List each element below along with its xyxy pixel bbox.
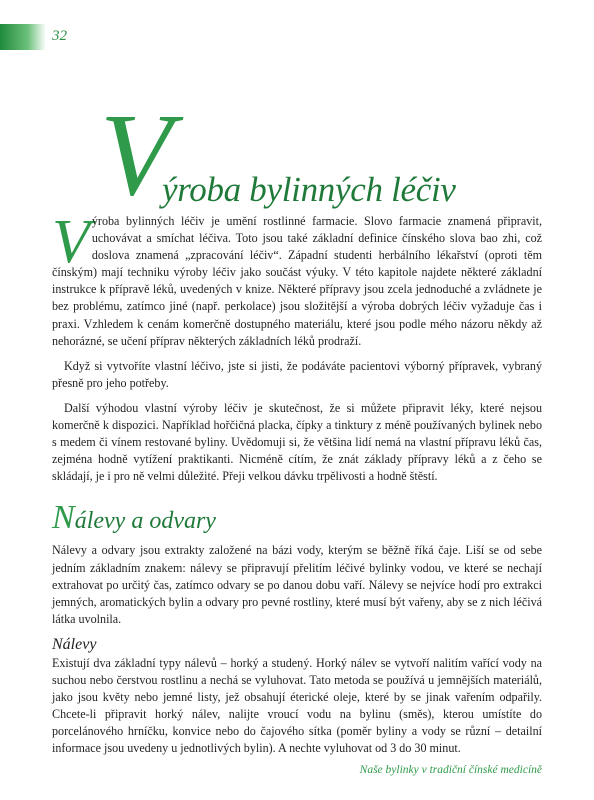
intro-paragraph-1 xyxy=(52,208,542,350)
subsection-heading: Nálevy xyxy=(52,635,97,653)
running-footer: Naše bylinky v tradiční čínské medicíně xyxy=(359,764,542,776)
chapter-title xyxy=(100,89,540,220)
page-content xyxy=(52,208,542,766)
chapter-title-initial: V xyxy=(100,89,173,220)
section-heading-text: álevy a odvary xyxy=(74,508,216,535)
intro-paragraph-2: Když si vytvoříte vlastní léčivo, jste si jisti, že podáváte pacientovi výborný přípravek, vybraný přesně pro jeho potřeby. xyxy=(52,358,542,390)
drop-cap: V xyxy=(52,208,90,276)
subsection-paragraph-1: Existují dva základní typy nálevů – horký a studený. Horký nálev se vytvoří nalitím vařící vody na suchou nebo čerstvou rostlinu a nechá se vyluhovat. Tato metoda se používá u jemnějších materiálů, jako jsou květy nebo jemné listy, jež obsahují éterické oleje, které by se jinak vařením odpařily. Chcete-li připravit horký nálev, nalijte vroucí vodu na bylinu (směs), kterou umístíte do porcelánového hrníčku, konvice nebo do čajového sítka (poměr byliny a vody se různí – detailní informace jsou uvedeny u jednotlivých bylin). A nechte vyluhovat od 3 do 30 minut. xyxy=(52,655,542,756)
section-heading xyxy=(52,501,542,538)
intro-paragraph-3: Další výhodou vlastní výroby léčiv je skutečnost, že si můžete připravit léky, které nejsou komerčně k dispozici. Například hořčičná placka, čípky a tinktury z méně používaných bylinek nebo s medem či vínem restované byliny. Uvědomuji si, že většina lidí nemá na vlastní přípravu léků čas, zejména hodně vytížení praktikanti. Nicméně cítím, že znát základy přípravy léků a z čeho se skládají, je i pro ně velmi důležité. Přeji velkou dávku trpělivosti a hodně štěstí. xyxy=(52,400,542,484)
page-corner-bar xyxy=(0,24,46,50)
intro-paragraph-1-text: ýroba bylinných léčiv je umění rostlinné farmacie. Slovo farmacie znamená připravit, uchovávat a smíchat léčiva. Toto jsou také základní definice čínského slova bao zhi, což doslova znamená „zpracování léčiv“. Západní studenti herbálního lékařství (oproti těm čínským) mají techniku výroby léčiv jako součást výuky. V této kapitole najdete některé základní instrukce k přípravě léků, uvedených v knize. Některé přípravy jsou zcela jednoduché a zvládnete je bez problému, zatímco jiné (např. perkolace) jsou složitější a výroba dobrých léčiv vyžaduje čas i praxi. Vzhledem k cenám komerčně dostupného materiálu, které jsou podle mého názoru někdy až nehorázné, se učení příprav některých základních léků prodraží. xyxy=(52,214,542,348)
chapter-title-text: ýroba bylinných léčiv xyxy=(162,170,456,209)
section-paragraph-1: Nálevy a odvary jsou extrakty založené na bázi vody, kterým se běžně říká čaje. Liší se od sebe jedním základním znakem: nálevy se připravují přelitím léčivé bylinky vodou, ve které se nechají extrahovat po určitý čas, zatímco odvary se po danou dobu vaří. Nálevy se nejvíce hodí pro extrakci jemných, aromatických bylin a odvary pro pevné rostliny, které musí být vařeny, aby se z nich léčivá látka uvolnila. xyxy=(52,543,542,626)
page-number: 32 xyxy=(52,28,67,44)
section-heading-initial: N xyxy=(52,499,75,537)
